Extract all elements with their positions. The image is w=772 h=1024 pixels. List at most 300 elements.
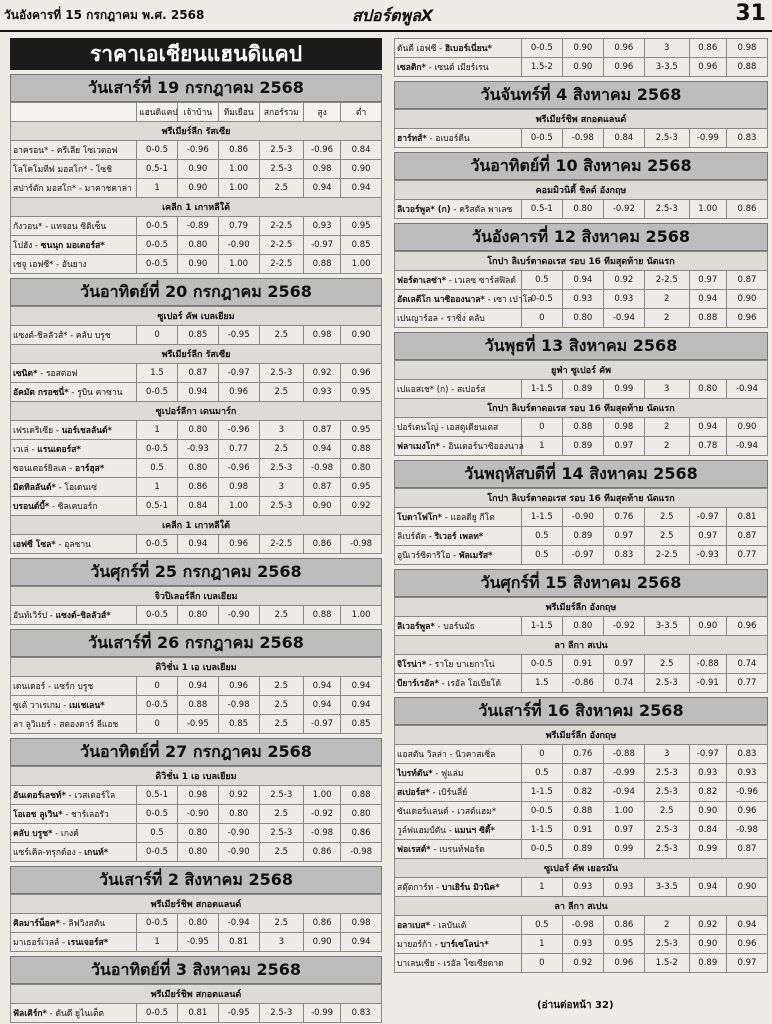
odds-cell: 2.5 bbox=[259, 715, 304, 734]
home-team: บาเลนเซีย bbox=[397, 959, 435, 969]
odds-table bbox=[10, 984, 382, 1023]
match-cell bbox=[11, 141, 137, 160]
odds-cell: 0.84 bbox=[689, 821, 726, 840]
away-team: แซร์ก บรูช bbox=[53, 682, 94, 692]
league-row bbox=[395, 252, 768, 271]
odds-cell: -0.98 bbox=[562, 916, 603, 935]
odds-table bbox=[394, 597, 768, 693]
table-row bbox=[395, 546, 768, 565]
match-cell bbox=[11, 179, 137, 198]
day-header: วันเสาร์ที่ 2 สิงหาคม 2568 bbox=[10, 866, 382, 894]
odds-cell: 0-0.5 bbox=[137, 843, 178, 862]
odds-cell: 0.89 bbox=[562, 527, 603, 546]
odds-cell: 0.92 bbox=[218, 786, 259, 805]
away-team: โอเดนเซ่ bbox=[64, 483, 97, 493]
odds-cell: 0.5 bbox=[521, 271, 562, 290]
odds-cell: -0.98 bbox=[218, 696, 259, 715]
odds-cell: 1 bbox=[137, 933, 178, 952]
league-row bbox=[395, 726, 768, 745]
odds-cell: -0.97 bbox=[304, 236, 341, 255]
odds-cell: 0 bbox=[521, 954, 562, 973]
team-separator: - bbox=[62, 810, 72, 820]
odds-cell: 2.5 bbox=[259, 914, 304, 933]
column-header-cell bbox=[11, 103, 137, 122]
away-team: เบิร์นลี่ย์ bbox=[438, 788, 468, 798]
home-team: ฟัลเคิร์ก* bbox=[13, 1009, 47, 1019]
odds-cell: 0.5-1 bbox=[137, 786, 178, 805]
away-team: คลับ บรูช bbox=[75, 331, 111, 341]
odds-cell: 1 bbox=[521, 878, 562, 897]
odds-cell: 0.87 bbox=[304, 478, 341, 497]
odds-cell: 0.85 bbox=[177, 326, 218, 345]
odds-cell: 0.85 bbox=[218, 715, 259, 734]
odds-cell: 0.94 bbox=[304, 440, 341, 459]
table-row bbox=[395, 745, 768, 764]
odds-cell: -0.97 bbox=[218, 364, 259, 383]
odds-cell: 0.90 bbox=[689, 935, 726, 954]
away-team: แอลดียู กีโต bbox=[450, 513, 495, 523]
away-team: เมเชเลน* bbox=[69, 701, 105, 711]
away-team: เซา เปาโล bbox=[493, 295, 533, 305]
odds-cell: 0-0.5 bbox=[137, 217, 178, 236]
odds-cell: 0.94 bbox=[341, 179, 382, 198]
odds-cell: 0.96 bbox=[689, 58, 726, 77]
odds-cell: -0.95 bbox=[218, 1004, 259, 1023]
page-title: ราคาเอเชียนแฮนดิแคป bbox=[10, 38, 382, 70]
odds-cell: 0.90 bbox=[177, 160, 218, 179]
issue-date: วันอังคารที่ 15 กรกฎาคม พ.ศ. 2568 bbox=[4, 8, 205, 22]
table-row bbox=[395, 821, 768, 840]
odds-cell: 2.5-3 bbox=[644, 783, 689, 802]
table-row bbox=[395, 674, 768, 693]
league-name: ซูเปอร์ คัพ เบลเยียม bbox=[11, 307, 382, 326]
odds-cell: -0.94 bbox=[726, 437, 767, 456]
odds-cell: 0.94 bbox=[177, 383, 218, 402]
match-cell bbox=[395, 783, 522, 802]
odds-cell: -0.90 bbox=[562, 508, 603, 527]
odds-cell: -0.92 bbox=[603, 200, 644, 219]
team-separator: - bbox=[484, 295, 494, 305]
team-separator: - bbox=[53, 426, 62, 436]
odds-cell: 1.00 bbox=[341, 606, 382, 625]
team-separator: - bbox=[426, 134, 436, 144]
odds-cell: 0.88 bbox=[726, 58, 767, 77]
odds-cell: 0.94 bbox=[304, 179, 341, 198]
odds-cell: 0.83 bbox=[341, 1004, 382, 1023]
table-row bbox=[11, 326, 382, 345]
away-team: เรอัล โอเบียโด้ bbox=[447, 679, 501, 689]
table-row bbox=[395, 617, 768, 636]
match-cell bbox=[11, 805, 137, 824]
odds-cell: 0.84 bbox=[341, 141, 382, 160]
odds-cell: 2-2.5 bbox=[644, 271, 689, 290]
away-team: แซงต์-ชิลลัวส์* bbox=[55, 611, 111, 621]
odds-cell: 0.79 bbox=[218, 217, 259, 236]
league-name: เคลีก 1 เกาหลีใต้ bbox=[11, 516, 382, 535]
table-row bbox=[395, 437, 768, 456]
odds-cell: 0.5 bbox=[521, 916, 562, 935]
odds-cell: 1.00 bbox=[218, 255, 259, 274]
odds-cell: 0.80 bbox=[177, 914, 218, 933]
odds-cell: 0.80 bbox=[562, 309, 603, 328]
match-cell bbox=[11, 459, 137, 478]
odds-cell: 0.94 bbox=[726, 916, 767, 935]
away-team: บอร์นมัธ bbox=[443, 622, 475, 632]
away-team: นอร์เชลลันด์* bbox=[61, 426, 112, 436]
odds-cell: 0.80 bbox=[177, 421, 218, 440]
odds-cell: 0.81 bbox=[726, 508, 767, 527]
odds-cell: 0.98 bbox=[177, 786, 218, 805]
league-name: ลา ลีกา สเปน bbox=[395, 897, 768, 916]
team-separator: - bbox=[55, 483, 65, 493]
day-header: วันเสาร์ที่ 19 กรกฎาคม 2568 bbox=[10, 74, 382, 102]
league-row bbox=[11, 587, 382, 606]
league-row bbox=[395, 636, 768, 655]
odds-cell: 0.92 bbox=[562, 954, 603, 973]
odds-cell: 1-1.5 bbox=[521, 821, 562, 840]
odds-cell: 1.5-2 bbox=[521, 58, 562, 77]
home-team: ลา ลูวิแยร์ bbox=[13, 720, 51, 730]
odds-cell: -0.94 bbox=[603, 309, 644, 328]
match-cell bbox=[11, 715, 137, 734]
home-team: สปาร์ตัก มอสโก* bbox=[13, 184, 77, 194]
odds-cell: 0.86 bbox=[304, 914, 341, 933]
league-row bbox=[11, 658, 382, 677]
odds-cell: 2.5 bbox=[259, 606, 304, 625]
odds-cell: 0.98 bbox=[218, 478, 259, 497]
odds-cell: 0-0.5 bbox=[521, 290, 562, 309]
odds-cell: 2 bbox=[644, 290, 689, 309]
odds-cell: 0.90 bbox=[689, 617, 726, 636]
column-header-row bbox=[11, 103, 382, 122]
odds-cell: -0.98 bbox=[562, 129, 603, 148]
odds-cell: 1-1.5 bbox=[521, 380, 562, 399]
team-separator: - bbox=[67, 331, 76, 341]
column-header-cell: แฮนดิแคป bbox=[137, 103, 178, 122]
match-cell bbox=[11, 478, 137, 497]
table-row bbox=[395, 802, 768, 821]
league-name: ลา ลีกา สเปน bbox=[395, 636, 768, 655]
odds-cell: 0.93 bbox=[689, 764, 726, 783]
away-team: ซิลเคบอร์ก bbox=[57, 502, 98, 512]
odds-cell: 0.84 bbox=[177, 497, 218, 516]
match-cell bbox=[11, 1004, 137, 1023]
table-row bbox=[395, 764, 768, 783]
odds-cell: 0-0.5 bbox=[137, 606, 178, 625]
team-separator: - bbox=[438, 423, 447, 433]
odds-cell: 3 bbox=[259, 421, 304, 440]
odds-table bbox=[394, 725, 768, 973]
team-separator: - bbox=[448, 385, 457, 395]
team-separator: - bbox=[448, 807, 458, 817]
team-separator: - bbox=[436, 44, 445, 54]
odds-cell: -0.88 bbox=[603, 745, 644, 764]
match-cell bbox=[395, 617, 522, 636]
match-cell bbox=[11, 535, 137, 554]
odds-cell: 3 bbox=[644, 380, 689, 399]
odds-cell: 0.86 bbox=[341, 824, 382, 843]
team-separator: - bbox=[430, 921, 439, 931]
odds-cell: 0.86 bbox=[304, 535, 341, 554]
odds-table bbox=[394, 488, 768, 565]
odds-cell: 0.89 bbox=[689, 954, 726, 973]
league-row bbox=[11, 895, 382, 914]
league-row bbox=[395, 110, 768, 129]
day-header: วันอาทิตย์ที่ 20 กรกฎาคม 2568 bbox=[10, 278, 382, 306]
away-team: สเปอร์ส bbox=[456, 385, 486, 395]
home-team: แซร์เคิล-ทรุกด์อง bbox=[13, 848, 76, 858]
odds-cell: -0.99 bbox=[603, 764, 644, 783]
away-team: แรนเดอร์ส* bbox=[37, 445, 81, 455]
match-cell bbox=[395, 309, 522, 328]
table-row bbox=[395, 878, 768, 897]
away-team: แมนฯ ซิตี้* bbox=[454, 826, 495, 836]
odds-cell: 2.5-3 bbox=[644, 764, 689, 783]
odds-cell: 2.5-3 bbox=[644, 200, 689, 219]
odds-cell: 0.88 bbox=[341, 440, 382, 459]
table-row bbox=[11, 933, 382, 952]
odds-cell: 0.85 bbox=[341, 236, 382, 255]
odds-cell: 0.97 bbox=[689, 527, 726, 546]
odds-table bbox=[394, 38, 768, 77]
league-name: จิวปิเลอร์ลีก เบลเยียม bbox=[11, 587, 382, 606]
team-separator: - bbox=[49, 502, 58, 512]
table-row bbox=[395, 271, 768, 290]
odds-cell: 0.88 bbox=[341, 786, 382, 805]
away-team: รอสตอฟ bbox=[45, 369, 78, 379]
odds-cell: 0-0.5 bbox=[137, 914, 178, 933]
away-team: อินเตอร์นาซิอองนาล bbox=[448, 442, 524, 452]
odds-cell: -0.95 bbox=[177, 933, 218, 952]
odds-cell: 0.90 bbox=[689, 802, 726, 821]
day-header: วันพฤหัสบดีที่ 14 สิงหาคม 2568 bbox=[394, 460, 768, 488]
odds-cell: -0.93 bbox=[177, 440, 218, 459]
match-cell bbox=[11, 421, 137, 440]
away-team: เกนท์* bbox=[84, 848, 109, 858]
table-row bbox=[11, 459, 382, 478]
team-separator: - bbox=[55, 540, 65, 550]
odds-table bbox=[10, 894, 382, 952]
odds-cell: 0.82 bbox=[689, 783, 726, 802]
match-cell bbox=[395, 764, 522, 783]
odds-cell: 0.80 bbox=[562, 200, 603, 219]
match-cell bbox=[395, 58, 522, 77]
odds-cell: 0-0.5 bbox=[137, 805, 178, 824]
team-separator: - bbox=[59, 919, 69, 929]
odds-cell: 0 bbox=[137, 326, 178, 345]
away-team: ฟูแล่ม bbox=[441, 769, 464, 779]
home-team: อันเดอร์เลชท์* bbox=[13, 791, 66, 801]
league-row bbox=[11, 122, 382, 141]
odds-cell: 0.90 bbox=[726, 290, 767, 309]
away-team: เรอัล โซเซียดาด bbox=[443, 959, 504, 969]
odds-cell: 0.90 bbox=[726, 418, 767, 437]
match-cell bbox=[11, 236, 137, 255]
odds-cell: 1.00 bbox=[603, 802, 644, 821]
odds-cell: 0.87 bbox=[177, 364, 218, 383]
match-cell bbox=[395, 935, 522, 954]
odds-cell: 0.94 bbox=[177, 677, 218, 696]
team-separator: - bbox=[45, 682, 54, 692]
team-separator: - bbox=[446, 826, 455, 836]
team-separator: - bbox=[434, 622, 444, 632]
odds-cell: 0.93 bbox=[603, 878, 644, 897]
day-header: วันเสาร์ที่ 16 สิงหาคม 2568 bbox=[394, 697, 768, 725]
odds-cell: 2.5 bbox=[259, 383, 304, 402]
match-cell bbox=[395, 129, 522, 148]
odds-cell: 0.95 bbox=[341, 478, 382, 497]
odds-cell: 0.89 bbox=[562, 840, 603, 859]
league-row bbox=[395, 598, 768, 617]
odds-cell: 0.76 bbox=[603, 508, 644, 527]
odds-table bbox=[394, 251, 768, 328]
odds-cell: 0.98 bbox=[341, 914, 382, 933]
odds-cell: 1.00 bbox=[689, 200, 726, 219]
table-row bbox=[11, 497, 382, 516]
odds-cell: 0.94 bbox=[689, 290, 726, 309]
team-separator: - bbox=[66, 464, 76, 474]
odds-cell: -0.98 bbox=[726, 821, 767, 840]
odds-cell: 0.90 bbox=[341, 160, 382, 179]
home-team: ปอร์เตนโญ่ bbox=[397, 423, 439, 433]
league-name: พรีเมียร์ลีก อังกฤษ bbox=[395, 598, 768, 617]
odds-cell: 0.90 bbox=[341, 326, 382, 345]
away-team: เวสเตอร์โล bbox=[74, 791, 116, 801]
odds-cell: 0.90 bbox=[304, 497, 341, 516]
team-separator: - bbox=[59, 938, 68, 948]
odds-cell: 2-2.5 bbox=[259, 535, 304, 554]
odds-cell: 0.80 bbox=[177, 459, 218, 478]
away-team: ดันดี ยูไนเต็ด bbox=[55, 1009, 105, 1019]
column-header-cell: เจ้าบ้าน bbox=[177, 103, 218, 122]
match-cell bbox=[395, 418, 522, 437]
odds-cell: 0.5 bbox=[521, 546, 562, 565]
odds-cell: -0.98 bbox=[341, 843, 382, 862]
away-team: เวเลซ ซาร์สฟิลด์ bbox=[454, 276, 516, 286]
table-row bbox=[11, 677, 382, 696]
day-header: วันศุกร์ที่ 15 สิงหาคม 2568 bbox=[394, 569, 768, 597]
odds-cell: 0.99 bbox=[603, 380, 644, 399]
home-team: สตุ๊ตการ์ท bbox=[397, 883, 434, 893]
odds-cell: 0.95 bbox=[603, 935, 644, 954]
match-cell bbox=[11, 933, 137, 952]
odds-cell: -0.90 bbox=[218, 606, 259, 625]
league-row bbox=[395, 897, 768, 916]
match-cell bbox=[395, 380, 522, 399]
league-name: โกปา ลิเบร์ตาดอเรส รอบ 16 ทีมสุดท้าย นัดแรก bbox=[395, 399, 768, 418]
odds-cell: 0-0.5 bbox=[137, 440, 178, 459]
match-cell bbox=[395, 840, 522, 859]
league-name: พรีเมียร์ชิพ สกอตแลนด์ bbox=[11, 895, 382, 914]
odds-cell: 0.92 bbox=[689, 916, 726, 935]
match-cell bbox=[395, 954, 522, 973]
odds-cell: 3-3.5 bbox=[644, 878, 689, 897]
team-separator: - bbox=[68, 388, 78, 398]
continued-note: (อ่านต่อหน้า 32) bbox=[537, 1000, 614, 1011]
team-separator: - bbox=[446, 750, 456, 760]
odds-cell: -0.96 bbox=[304, 141, 341, 160]
table-row bbox=[11, 914, 382, 933]
odds-cell: 2.5-3 bbox=[259, 1004, 304, 1023]
odds-cell: 2.5-3 bbox=[259, 786, 304, 805]
team-separator: - bbox=[42, 222, 51, 232]
home-team: เวเล่ bbox=[13, 445, 29, 455]
table-row bbox=[11, 843, 382, 862]
table-row bbox=[395, 58, 768, 77]
home-team: ดันดี เอฟซี bbox=[397, 44, 437, 54]
away-team: ฮิเบอร์เนี่ยน* bbox=[444, 44, 492, 54]
home-team: อลาเบส* bbox=[397, 921, 431, 931]
table-row bbox=[395, 508, 768, 527]
odds-cell: -0.98 bbox=[304, 459, 341, 478]
league-name: เคลีก 1 เกาหลีใต้ bbox=[11, 198, 382, 217]
away-team: อุลซาน bbox=[64, 540, 91, 550]
table-row bbox=[395, 380, 768, 399]
odds-cell: 1.00 bbox=[218, 179, 259, 198]
odds-cell: 0.80 bbox=[177, 843, 218, 862]
home-team: ซอนเดอร์ยิลเค bbox=[13, 464, 67, 474]
odds-cell: 2.5 bbox=[259, 696, 304, 715]
table-row bbox=[11, 179, 382, 198]
away-team: บาร์เซโลน่า* bbox=[440, 940, 489, 950]
odds-cell: -0.94 bbox=[726, 380, 767, 399]
odds-cell: 2.5 bbox=[259, 843, 304, 862]
odds-cell: 0.80 bbox=[689, 380, 726, 399]
odds-cell: 0.5-1 bbox=[521, 200, 562, 219]
odds-cell: 2.5 bbox=[259, 326, 304, 345]
home-team: เชจู เอฟซี* bbox=[13, 260, 54, 270]
odds-cell: 0-0.5 bbox=[521, 39, 562, 58]
odds-cell: 0.74 bbox=[726, 655, 767, 674]
odds-cell: 0.92 bbox=[341, 497, 382, 516]
team-separator: - bbox=[76, 184, 85, 194]
day-header: วันอาทิตย์ที่ 10 สิงหาคม 2568 bbox=[394, 152, 768, 180]
odds-cell: 1 bbox=[137, 421, 178, 440]
table-row bbox=[395, 783, 768, 802]
away-team: อันยาง bbox=[61, 260, 87, 270]
table-row bbox=[11, 478, 382, 497]
match-cell bbox=[395, 745, 522, 764]
home-team: เฟรเดริเซีย bbox=[13, 426, 54, 436]
odds-cell: -0.90 bbox=[177, 805, 218, 824]
match-cell bbox=[11, 326, 137, 345]
table-row bbox=[11, 440, 382, 459]
odds-cell: 2-2.5 bbox=[259, 255, 304, 274]
odds-cell: 0.77 bbox=[726, 674, 767, 693]
odds-cell: 0.96 bbox=[603, 954, 644, 973]
table-row bbox=[11, 696, 382, 715]
odds-cell: 2-2.5 bbox=[259, 217, 304, 236]
odds-cell: 0.94 bbox=[689, 418, 726, 437]
odds-cell: 0.81 bbox=[177, 1004, 218, 1023]
league-row bbox=[11, 345, 382, 364]
odds-cell: 0.77 bbox=[218, 440, 259, 459]
odds-cell: 0.93 bbox=[562, 935, 603, 954]
away-team: เรนเจอร์ส* bbox=[67, 938, 109, 948]
odds-cell: 0.87 bbox=[726, 840, 767, 859]
odds-cell: 0.85 bbox=[341, 715, 382, 734]
odds-cell: -0.86 bbox=[562, 674, 603, 693]
odds-cell: 0-0.5 bbox=[137, 535, 178, 554]
odds-cell: 0.86 bbox=[603, 916, 644, 935]
right-column bbox=[394, 38, 768, 973]
odds-cell: 0.86 bbox=[689, 39, 726, 58]
odds-cell: 0.93 bbox=[304, 383, 341, 402]
odds-cell: 1.00 bbox=[304, 786, 341, 805]
odds-table bbox=[394, 109, 768, 148]
odds-cell: 1 bbox=[521, 935, 562, 954]
league-row bbox=[395, 489, 768, 508]
